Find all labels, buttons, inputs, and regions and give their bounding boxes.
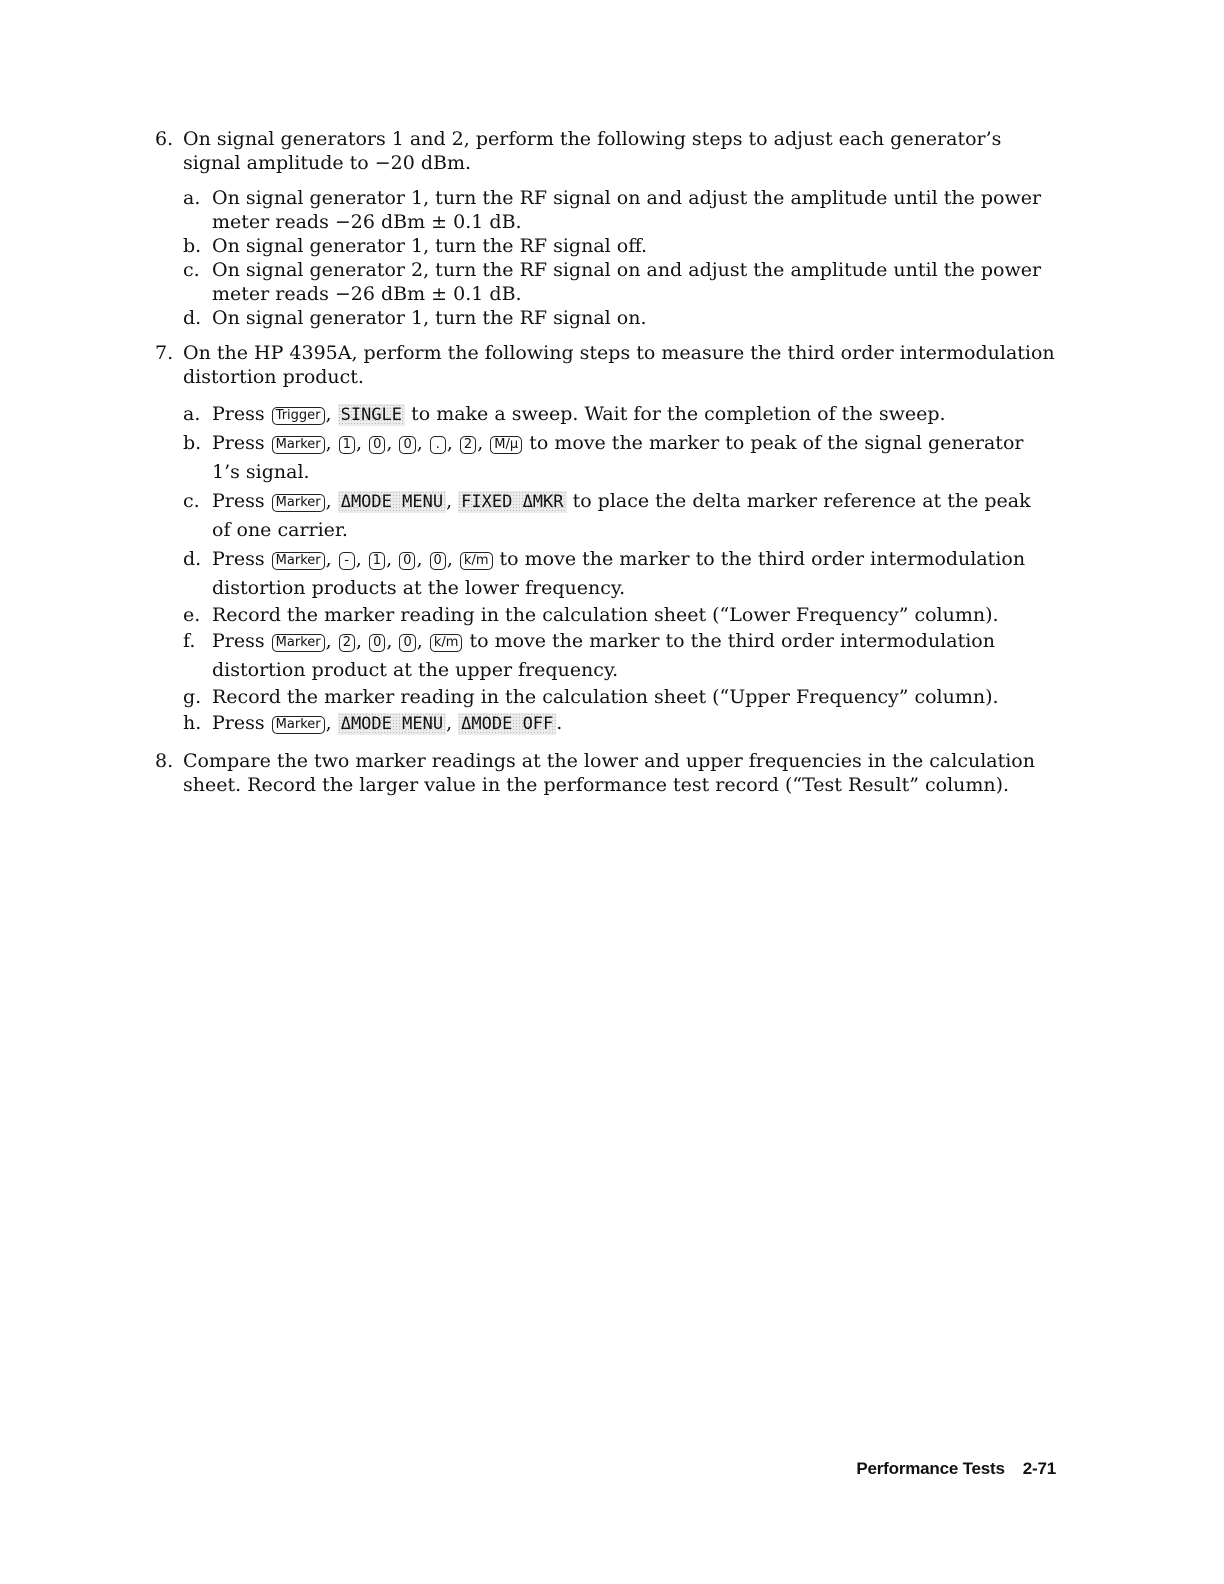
substep-7c: c. Press Marker , ΔMODE MENU , FIXED ΔMKR to place the delta marker reference at the peak of one carrier. [183, 487, 1055, 545]
press-label: Press [212, 403, 265, 425]
marker-key: Marker [272, 716, 325, 734]
minus-key: - [339, 552, 355, 570]
press-label: Press [212, 712, 265, 734]
trigger-key: Trigger [272, 407, 325, 425]
substeps [183, 186, 1055, 330]
delta-mode-menu-softkey: ΔMODE MENU [338, 713, 446, 735]
substep-letter: d. [183, 307, 202, 329]
substep-7d: d. Press Marker , - , 1 , 0 , 0 , k/m to move the marker to the third order intermodulation distortion products at the lower frequency. [183, 545, 1055, 603]
substep-text: On signal generator 1, turn the RF signal off. [212, 235, 648, 257]
decimal-point-key: . [430, 436, 446, 454]
procedure-content [155, 127, 1055, 808]
step-text: Compare the two marker readings at the lower and upper frequencies in the calculation sheet. Record the larger value in the performance test record (“Test Result” column). [183, 750, 1035, 796]
step-8 [155, 749, 1055, 797]
substep-6a [183, 186, 1055, 234]
digit-key-0: 0 [399, 436, 415, 454]
digit-key-1: 1 [339, 436, 355, 454]
step-6 [155, 127, 1055, 330]
step-text: On the HP 4395A, perform the following steps to measure the third order intermodulation distortion product. [183, 342, 1055, 388]
substep-6d [183, 306, 1055, 330]
substep-letter: g. [183, 686, 202, 708]
substep-letter: a. [183, 403, 201, 425]
substep-letter: c. [183, 259, 200, 281]
digit-key-2: 2 [460, 436, 476, 454]
substep-7g [183, 685, 1055, 709]
marker-key: Marker [272, 436, 325, 454]
digit-key-0: 0 [430, 552, 446, 570]
marker-key: Marker [272, 634, 325, 652]
substep-letter: c. [183, 490, 200, 512]
press-label: Press [212, 630, 265, 652]
substep-6b [183, 234, 1055, 258]
step-number: 6. [155, 128, 174, 150]
digit-key-0: 0 [399, 552, 415, 570]
substep-text: On signal generator 1, turn the RF signal on and adjust the amplitude until the power meter reads −26 dBm ± 0.1 dB. [212, 187, 1042, 233]
press-label: Press [212, 432, 265, 454]
substep-text: to move the marker to the third order intermodulation distortion products at the lower frequency. [212, 548, 1026, 599]
kilo-milli-key: k/m [460, 552, 493, 570]
substep-text: to make a sweep. Wait for the completion of the sweep. [411, 403, 946, 425]
delta-mode-off-softkey: ΔMODE OFF [458, 713, 556, 735]
digit-key-2: 2 [339, 634, 355, 652]
single-softkey: SINGLE [338, 404, 405, 426]
digit-key-1: 1 [369, 552, 385, 570]
digit-key-0: 0 [399, 634, 415, 652]
substep-text: Record the marker reading in the calculation sheet (“Lower Frequency” column). [212, 604, 999, 626]
substep-text: to place the delta marker reference at the peak of one carrier. [212, 490, 1031, 541]
substep-7e [183, 603, 1055, 627]
substep-letter: d. [183, 548, 202, 570]
substep-6c [183, 258, 1055, 306]
mega-micro-key: M/μ [490, 436, 522, 454]
step-text: On signal generators 1 and 2, perform the following steps to adjust each generator’s signal amplitude to −20 dBm. [183, 128, 1002, 174]
step-number: 7. [155, 342, 174, 364]
press-label: Press [212, 490, 265, 512]
page-number: 2-71 [1022, 1459, 1056, 1478]
substep-7b: b. Press Marker , 1 , 0 , 0 , . , 2 , M/μ to move the marker to peak of the signal generator 1’s signal. [183, 429, 1055, 487]
substep-text: to move the marker to peak of the signal generator 1’s signal. [212, 432, 1024, 483]
substep-7f: f. Press Marker , 2 , 0 , 0 , k/m to move the marker to the third order intermodulation distortion product at the upper frequency. [183, 627, 1055, 685]
step-7 [155, 341, 1055, 738]
substep-letter: h. [183, 712, 202, 734]
substep-text: to move the marker to the third order intermodulation distortion product at the upper frequency. [212, 630, 995, 681]
digit-key-0: 0 [369, 436, 385, 454]
substep-7a: a. Press Trigger , SINGLE to make a sweep. Wait for the completion of the sweep. [183, 400, 1055, 429]
delta-mode-menu-softkey: ΔMODE MENU [338, 491, 446, 513]
substep-text: On signal generator 1, turn the RF signal on. [212, 307, 647, 329]
press-label: Press [212, 548, 265, 570]
kilo-milli-key: k/m [430, 634, 463, 652]
substep-text: On signal generator 2, turn the RF signal on and adjust the amplitude until the power meter reads −26 dBm ± 0.1 dB. [212, 259, 1042, 305]
digit-key-0: 0 [369, 634, 385, 652]
substep-letter: f. [183, 630, 196, 652]
page-footer [856, 1457, 1056, 1481]
marker-key: Marker [272, 494, 325, 512]
substep-letter: b. [183, 235, 202, 257]
substep-7h: h. Press Marker , ΔMODE MENU , ΔMODE OFF . [183, 709, 1055, 738]
substeps [183, 400, 1055, 738]
step-number: 8. [155, 750, 174, 772]
substep-letter: b. [183, 432, 202, 454]
marker-key: Marker [272, 552, 325, 570]
footer-section-title: Performance Tests [856, 1459, 1005, 1478]
fixed-delta-marker-softkey: FIXED ΔMKR [458, 491, 566, 513]
substep-letter: a. [183, 187, 201, 209]
substep-text: Record the marker reading in the calculation sheet (“Upper Frequency” column). [212, 686, 999, 708]
substep-letter: e. [183, 604, 201, 626]
